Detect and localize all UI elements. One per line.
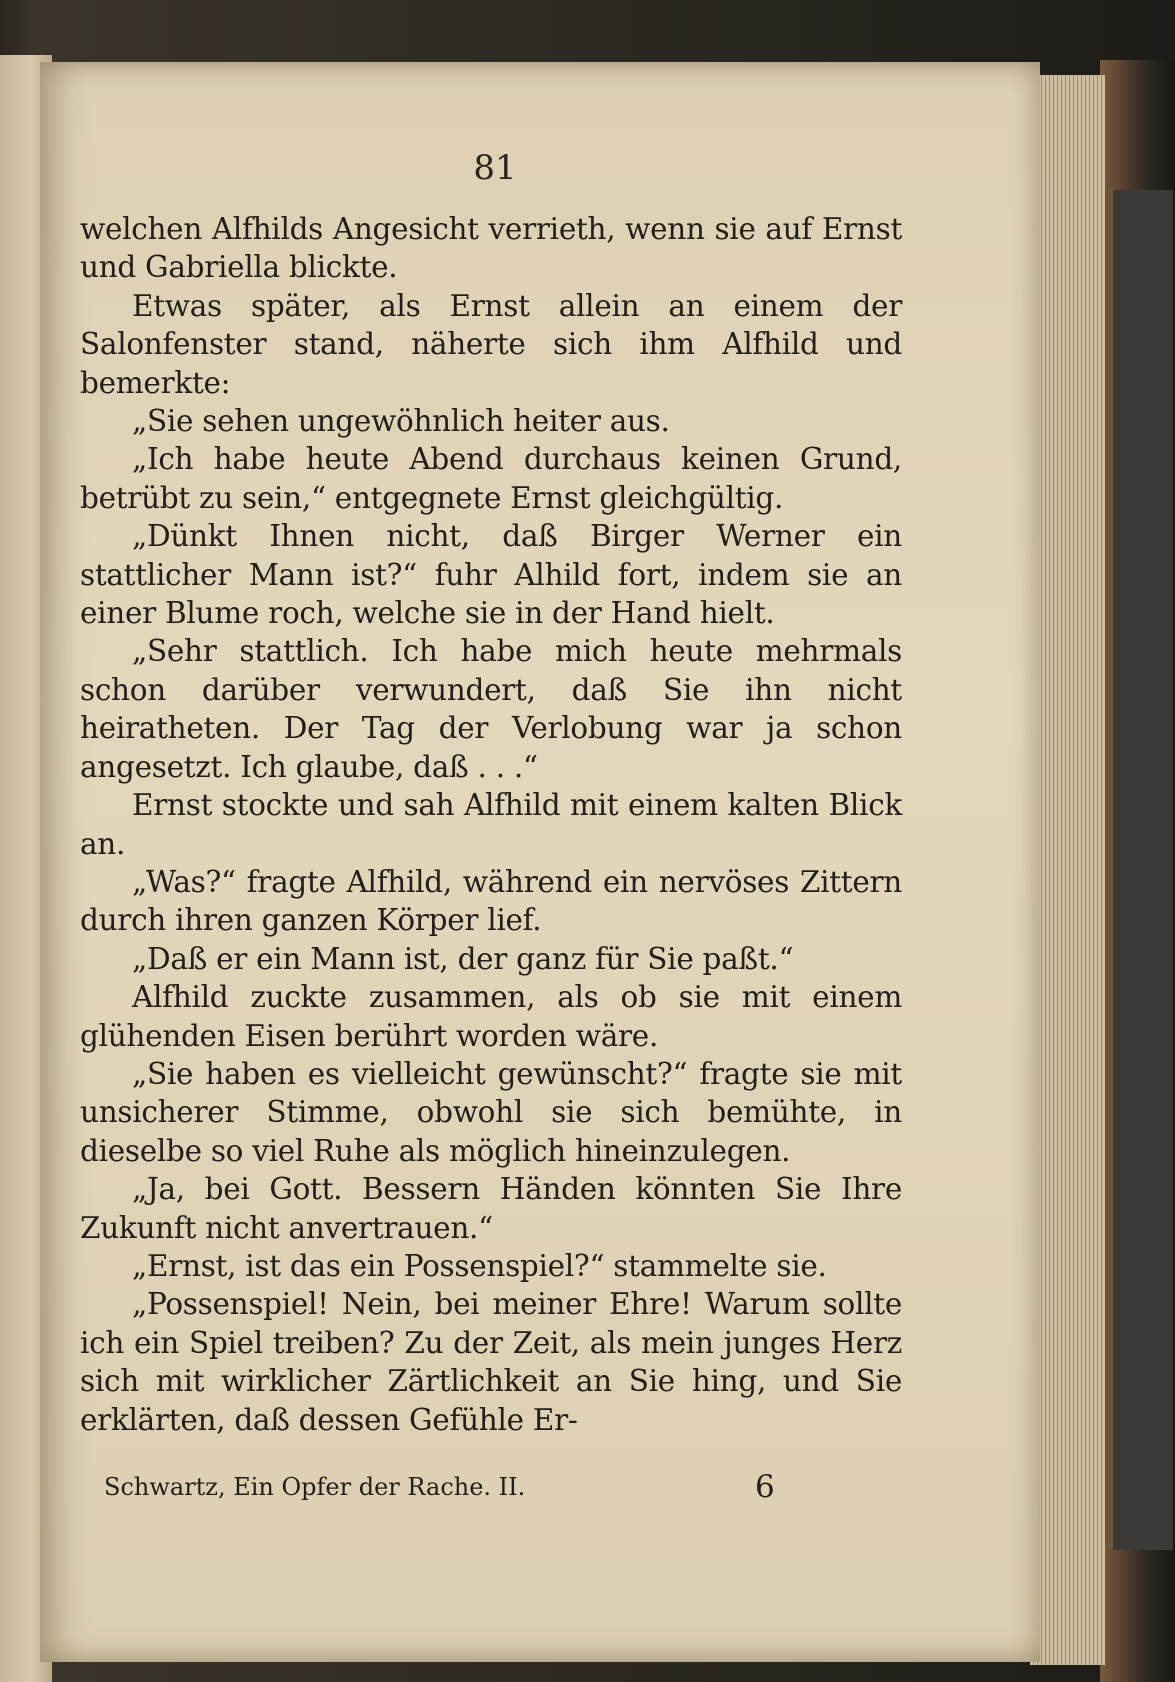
book-cover-cloth: [1110, 190, 1173, 1550]
footer-title: Schwartz, Ein Opfer der Rache. II.: [104, 1473, 526, 1501]
paragraph: welchen Alfhilds Angesicht verrieth, wenn sie auf Ernst und Gabriella blickte.: [80, 212, 902, 285]
paragraph: „Ich habe heute Abend durchaus keinen Grund, betrübt zu sein,“ entgegnete Ernst gleichgültig.: [80, 442, 902, 515]
paragraph: „Ja, bei Gott. Bessern Händen könnten Sie Ihre Zukunft nicht anvertrauen.“: [80, 1172, 902, 1245]
paragraph: „Possenspiel! Nein, bei meiner Ehre! Warum sollte ich ein Spiel treiben? Zu der Zeit, als mein junges Herz sich mit wirklicher Zärtlichkeit an Sie hing, und Sie erklärten, daß dessen Gefühle Er-: [80, 1287, 902, 1437]
paragraph: „Dünkt Ihnen nicht, daß Birger Werner ein stattlicher Mann ist?“ fuhr Alhild fort, indem sie an einer Blume roch, welche sie in der Hand hielt.: [80, 519, 902, 631]
paragraph: Alfhild zuckte zusammen, als ob sie mit einem glühenden Eisen berührt worden wäre.: [80, 980, 902, 1053]
page-number: 81: [473, 148, 517, 188]
paragraph: Etwas später, als Ernst allein an einem der Salonfenster stand, näherte sich ihm Alfhild und bemerkte:: [80, 288, 902, 400]
paragraph: „Sehr stattlich. Ich habe mich heute mehrmals schon darüber verwundert, daß Sie ihn nicht heiratheten. Der Tag der Verlobung war ja schon angesetzt. Ich glaube, daß . . .“: [80, 634, 902, 784]
signature-mark: 6: [755, 1469, 775, 1505]
paragraph: „Ernst, ist das ein Possenspiel?“ stammelte sie.: [132, 1248, 827, 1283]
paragraph: „Sie haben es vielleicht gewünscht?“ fragte sie mit unsicherer Stimme, obwohl sie sich bemühte, in dieselbe so viel Ruhe als möglich hineinzulegen.: [80, 1056, 902, 1168]
page-stack-edge: [1030, 75, 1105, 1665]
paragraph: „Daß er ein Mann ist, der ganz für Sie paßt.“: [132, 941, 794, 976]
paragraph: „Sie sehen ungewöhnlich heiter aus.: [132, 404, 670, 439]
body-text: [80, 210, 902, 1439]
paragraph: „Was?“ fragte Alfhild, während ein nervöses Zittern durch ihren ganzen Körper lief.: [80, 864, 902, 938]
paragraph: Ernst stockte und sah Alfhild mit einem kalten Blick an.: [80, 788, 902, 861]
